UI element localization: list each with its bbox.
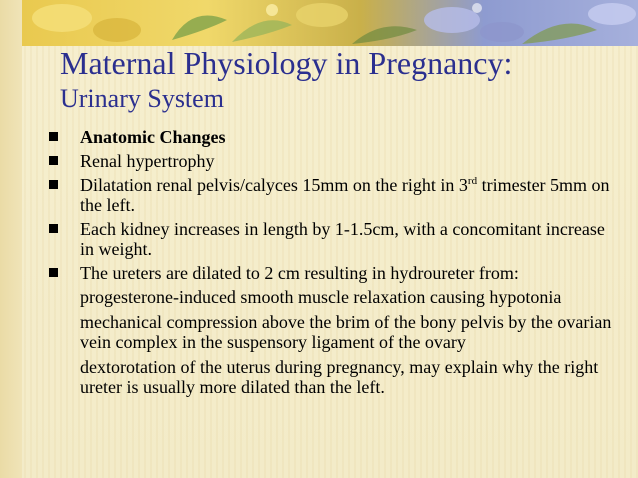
square-bullet-icon [49,156,58,165]
sub-item-progesterone: progesterone-induced smooth muscle relaxation causing hypotonia [80,287,562,307]
title-line-2: Urinary System [60,84,224,113]
bullet-text-part-1: Dilatation renal pelvis/calyces 15mm on the right in 3 [80,175,468,195]
ordinal-superscript: rd [467,175,478,187]
bullet-item-renal-hypertrophy [46,151,621,171]
left-decorative-strip [0,0,22,478]
square-bullet-icon [49,268,58,277]
slide-title [60,44,512,116]
square-bullet-icon [49,180,58,189]
bullet-item-dilatation [46,175,621,215]
title-line-1: Maternal Physiology in Pregnancy: [60,45,513,81]
floral-banner-image [22,0,638,46]
bullet-text: Anatomic Changes [80,127,226,147]
bullet-text: The ureters are dilated to 2 cm resulting in hydroureter from: [80,263,519,283]
sub-item-dextorotation: dextorotation of the uterus during pregnancy, may explain why the right ureter is usually more dilated than the left. [80,357,599,397]
bullet-text: Renal hypertrophy [80,151,215,171]
bullet-item-anatomic-changes [46,127,621,147]
bullet-text: Each kidney increases in length by 1-1.5cm, with a concomitant increase in weight. [80,219,605,259]
sub-item-mechanical-compression: mechanical compression above the brim of the bony pelvis by the ovarian vein complex in the suspensory ligament of the ovary [80,312,612,352]
bullet-list [46,127,621,402]
bullet-item-kidney-length [46,219,621,259]
floral-banner-art [22,0,638,46]
bullet-text-part-2: trimester 5mm on the left. [80,175,610,215]
square-bullet-icon [49,224,58,233]
bullet-item-ureters [46,263,621,283]
square-bullet-icon [49,132,58,141]
